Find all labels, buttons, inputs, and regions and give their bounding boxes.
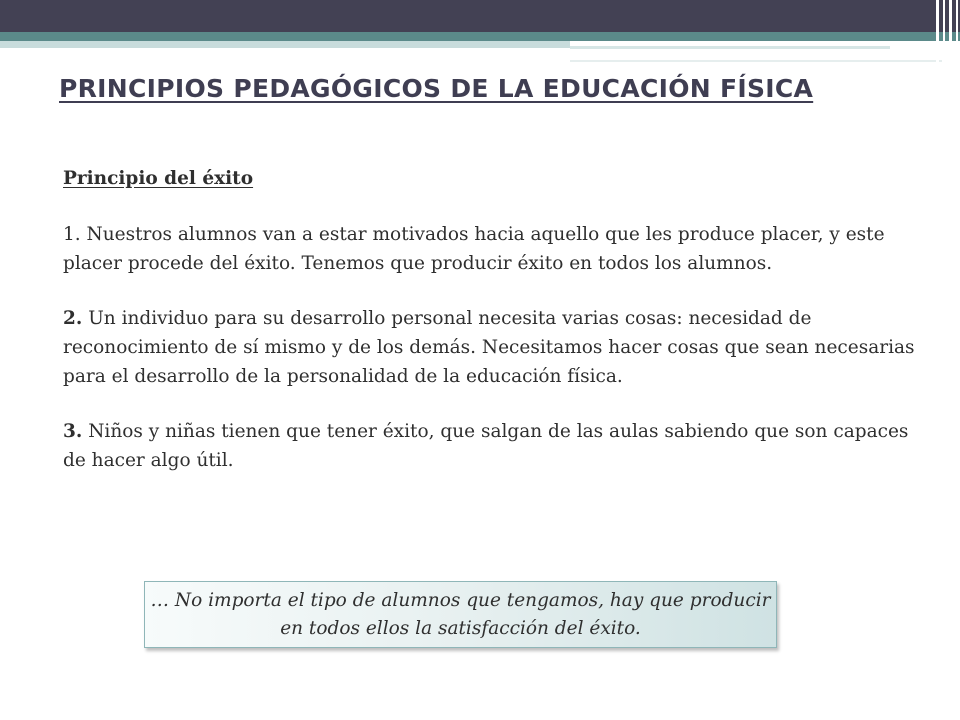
header-band-light (0, 41, 570, 48)
header-right-bars (930, 0, 960, 65)
paragraph-2 (63, 304, 921, 391)
paragraph-number: 1. (63, 224, 81, 245)
header-line-secondary (570, 60, 942, 62)
callout-box: … No importa el tipo de alumnos que tengamos, hay que producir en todos ellos la satisfacción del éxito. (144, 581, 777, 648)
paragraph-3 (63, 417, 921, 475)
slide-title: PRINCIPIOS PEDAGÓGICOS DE LA EDUCACIÓN FÍSICA (59, 74, 814, 103)
paragraph-number: 3. (63, 421, 83, 442)
header-band-teal (0, 32, 960, 41)
paragraph-1 (63, 220, 921, 278)
header-band-dark (0, 0, 960, 32)
slide-content (63, 164, 921, 501)
paragraph-number: 2. (63, 308, 83, 329)
paragraph-text: Nuestros alumnos van a estar motivados hacia aquello que les produce placer, y este placer procede del éxito. Tenemos que producir éxito en todos los alumnos. (63, 224, 885, 274)
paragraph-text: Un individuo para su desarrollo personal necesita varias cosas: necesidad de reconocimiento de sí mismo y de los demás. Necesitamos hacer cosas que sean necesarias para el desarrollo de la personalidad de la educación física. (63, 308, 915, 387)
section-subtitle: Principio del éxito (63, 168, 254, 189)
paragraph-text: Niños y niñas tienen que tener éxito, que salgan de las aulas sabiendo que son capaces de hacer algo útil. (63, 421, 909, 471)
header-line (570, 46, 890, 49)
